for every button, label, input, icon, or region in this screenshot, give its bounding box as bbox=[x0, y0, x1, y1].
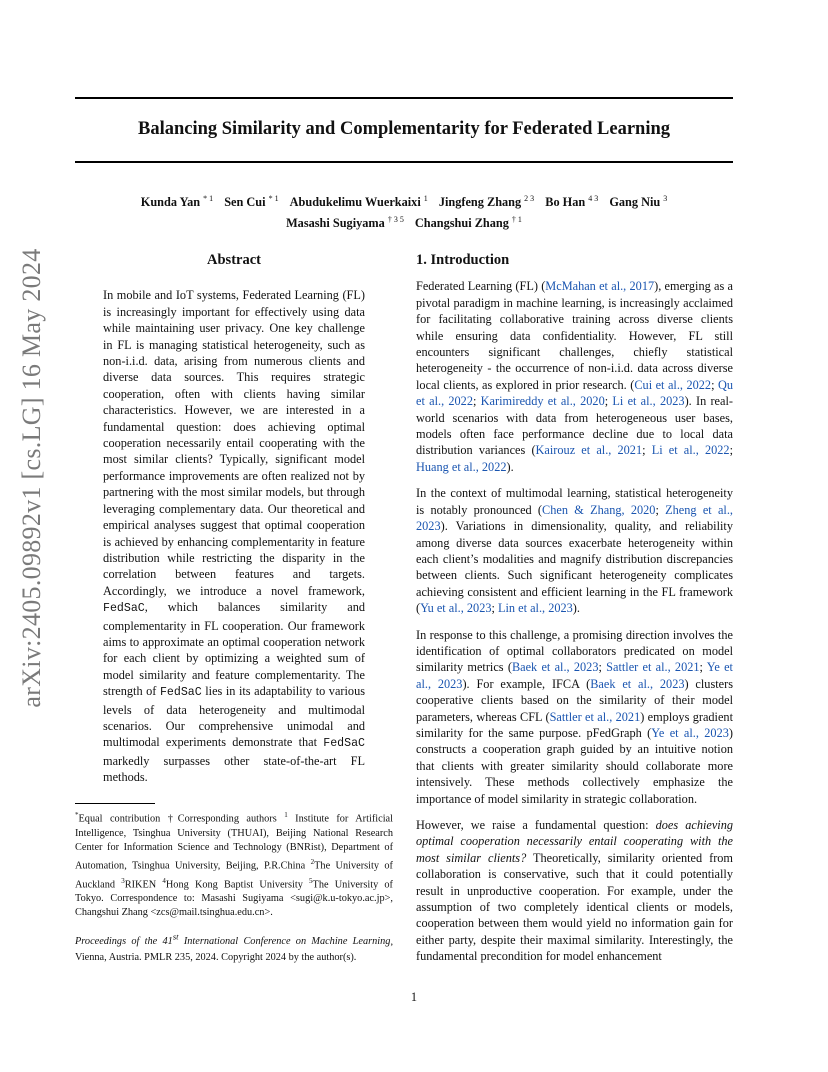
author-line-2 bbox=[75, 211, 733, 232]
citation-link[interactable]: Lin et al., 2023 bbox=[498, 601, 573, 616]
page-number: 1 bbox=[410, 990, 418, 1004]
method-name: FedSaC bbox=[159, 686, 202, 700]
section-heading-introduction: 1. Introduction bbox=[416, 252, 510, 268]
intro-paragraph-1: Federated Learning (FL) (McMahan et al., 2017), emerging as a pivotal paradigm in machine learning, is increasingly acclaimed for facilitating collaborative training across diverse clients while ensuring data confidentiality. However, FL still encounters significant challenges, chiefly statistical heterogeneity - the occurrence of non-i.i.d. data across diverse local clients, as explored in prior research. (Cui et al., 2022; Qu et al., 2022; Karimireddy et al., 2020; Li et al., 2023). In real-world scenarios with data from heterogeneous user bases, models often face performance decline due to local data distribution variances (Kairouz et al., 2021; Li et al., 2022; Huang et al., 2022). bbox=[416, 279, 733, 474]
author-list bbox=[75, 190, 733, 232]
citation-link[interactable]: McMahan et al., 2017 bbox=[545, 279, 655, 294]
abstract-heading: Abstract bbox=[207, 252, 261, 268]
intro-paragraph-2: In the context of multimodal learning, statistical heterogeneity is notably pronounced (Chen & Zhang, 2020; Zheng et al., 2023). Variations in dimensionality, quality, and reliability among diverse data sources exacerbate heterogeneity within each client’s modalities and magnify distribution discrepancies between clients. Such significant heterogeneity complicates achieving consistent and efficient learning in the FL framework (Yu et al., 2023; Lin et al., 2023). bbox=[416, 486, 733, 616]
footnote-rule bbox=[75, 803, 155, 804]
citation-link[interactable]: Li et al., 2022 bbox=[651, 443, 730, 458]
author-line-1 bbox=[75, 190, 733, 211]
author: Masashi Sugiyama $^{\dagger 3 5}$ bbox=[286, 215, 404, 231]
author: Sen Cui $^{* 1}$ bbox=[224, 194, 279, 210]
intro-paragraph-3: In response to this challenge, a promising direction involves the identification of optimal collaborators predicated on model similarity metrics (Baek et al., 2023; Sattler et al., 2021; Ye et al., 2023). For example, IFCA (Baek et al., 2023) clusters cooperative clients based on the similarity of their model parameters, whereas CFL (Sattler et al., 2021) employs gradient similarity for the same purpose. pFedGraph (Ye et al., 2023) constructs a cooperation graph guided by an intuitive notion that clients with greater similarity should collaborate more intensively. These methods collectively emphasize the importance of model similarity in strategic collaboration. bbox=[416, 627, 733, 806]
arxiv-stamp bbox=[7, 247, 57, 708]
citation-link[interactable]: Ye et al., 2023 bbox=[651, 725, 729, 740]
author: Gang Niu $^3$ bbox=[609, 194, 668, 210]
research-question: does achieving optimal cooperation necessarily entail cooperating with the most similar clients? bbox=[416, 818, 734, 865]
author: Bo Han $^{4 3}$ bbox=[545, 194, 599, 210]
title-bottom-rule bbox=[75, 161, 733, 163]
paper-title: Balancing Similarity and Complementarity for Federated Learning bbox=[137, 119, 670, 139]
author: Jingfeng Zhang $^{2 3}$ bbox=[438, 194, 535, 210]
citation-link[interactable]: Kairouz et al., 2021 bbox=[535, 443, 643, 458]
right-column bbox=[416, 252, 733, 975]
proceedings-note: Proceedings of the 41st International Conference on Machine Learning, Vienna, Austria. PMLR 235, 2024. Copyright 2024 by the author(s). bbox=[75, 932, 394, 963]
citation-link[interactable]: Li et al., 2023 bbox=[612, 394, 685, 409]
citation-link[interactable]: Zheng et al., 2023 bbox=[416, 502, 733, 534]
citation-link[interactable]: Sattler et al., 2021 bbox=[549, 709, 641, 724]
author: Changshui Zhang $^{\dagger 1}$ bbox=[414, 215, 522, 231]
title-top-rule bbox=[75, 97, 733, 99]
citation-link[interactable]: Sattler et al., 2021 bbox=[606, 660, 700, 675]
citation-link[interactable]: Qu et al., 2022 bbox=[416, 377, 733, 409]
citation-link[interactable]: Baek et al., 2023 bbox=[590, 676, 685, 691]
citation-link[interactable]: Cui et al., 2022 bbox=[634, 377, 712, 392]
footnote: *Equal contribution †Corresponding authors $^1$ Institute for Artificial Intelligence, Tsinghua University (THUAI), Beijing National Research Center for Information Science and Technology (BNRist), Department of Automation, Tsinghua University, Beijing, P.R.China $^2$The University of Auckland $^3$RIKEN $^4$Hong Kong Baptist University $^5$The University of Tokyo. Correspondence to: Masashi Sugiyama <sugi@k.u-tokyo.ac.jp>, Changshui Zhang <zcs@mail.tsinghua.edu.cn>. bbox=[75, 811, 393, 919]
citation-link[interactable]: Chen & Zhang, 2020 bbox=[542, 502, 656, 517]
citation-link[interactable]: Yu et al., 2023 bbox=[420, 601, 492, 616]
arxiv-id: arXiv:2405.09892v1 [cs.LG] 16 May 2024 bbox=[17, 247, 46, 708]
citation-link[interactable]: Huang et al., 2022 bbox=[416, 459, 507, 474]
intro-paragraph-4: However, we raise a fundamental question: does achieving optimal cooperation necessarily entail cooperating with the most similar clients? Theoretically, similarity oriented from collaboration is conservative, such that it could potentially result in unproductive cooperation. For example, under the assumption of two completely identical clients or models, cooperation between them would yield no information gain for either party, despite their maximal similarity. Interestingly, the fundamental precondition for model enhancement bbox=[416, 818, 734, 964]
method-name: FedSaC bbox=[103, 602, 145, 616]
citation-link[interactable]: Karimireddy et al., 2020 bbox=[480, 394, 605, 409]
method-name: FedSaC bbox=[323, 737, 365, 751]
author: Abudukelimu Wuerkaixi $^1$ bbox=[289, 194, 428, 210]
citation-link[interactable]: Ye et al., 2023 bbox=[416, 660, 733, 691]
author: Kunda Yan $^{* 1}$ bbox=[140, 194, 214, 210]
citation-link[interactable]: Baek et al., 2023 bbox=[511, 660, 599, 675]
left-column bbox=[75, 252, 393, 786]
abstract-body: In mobile and IoT systems, Federated Learning (FL) is increasingly important for effectively using data while maintaining user privacy. One key challenge in FL is managing statistical heterogeneity, such as non-i.i.d. data, arising from numerous clients and diverse data sources. This requires strategic cooperation, often with clients having similar characteristics. However, we are interested in a fundamental question: does achieving optimal cooperation necessarily entail cooperating with the most similar clients? Typically, significant model performance improvements are often realized not by partnering with the most similar models, but through leveraging complementary data. Our theoretical and empirical analyses suggest that optimal cooperation is achieved by enhancing complementarity in feature distribution while restricting the disparity in the correlation between features and targets. Accordingly, we introduce a novel framework, FedSaC, which balances similarity and complementarity in FL cooperation. Our framework aims to approximate an optimal cooperation network for each client by optimizing a weighted sum of model similarity and feature complementarity. The strength of FedSaC lies in its adaptability to various levels of data heterogeneity and multimodal scenarios. Our comprehensive unimodal and multimodal experiments demonstrate that FedSaC markedly surpasses other state-of-the-art FL methods. bbox=[103, 288, 366, 785]
